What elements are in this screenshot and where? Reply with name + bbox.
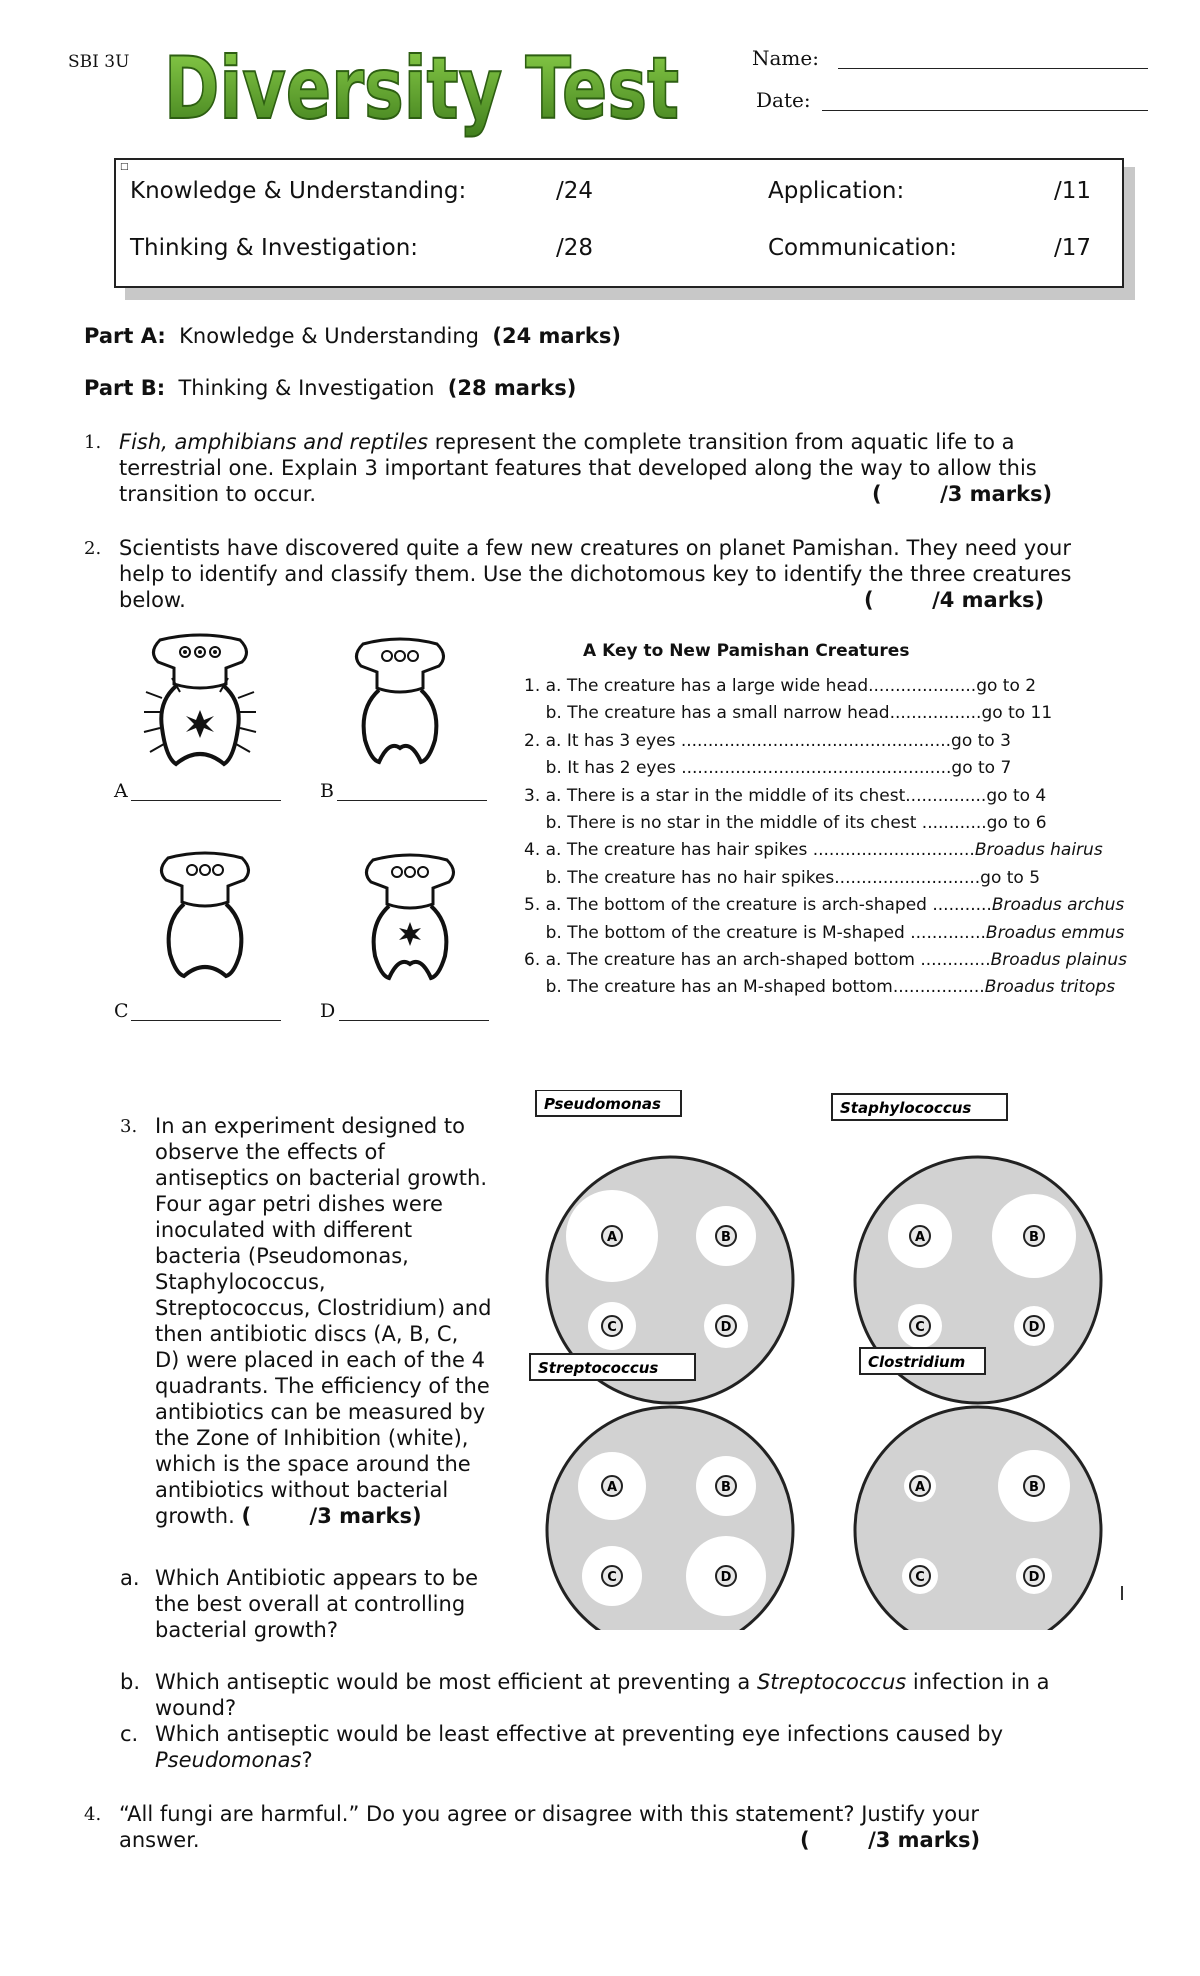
part-a-title: Knowledge & Understanding [179,324,479,348]
creature-b-answer[interactable] [337,800,487,801]
disc-label: B [1029,1230,1039,1245]
key-line-lead: b. There is no star in the middle of its chest ............ [524,813,987,834]
creature-d-answer[interactable] [339,1020,489,1021]
q3-line: antibiotics without bacterial [155,1478,449,1502]
key-line-lead: b. The creature has a small narrow head................. [524,703,982,724]
q3a-letter: a. [120,1566,140,1590]
q3b-line2: wound? [155,1696,237,1720]
q3-text [155,1113,515,1529]
creature-b-label: B [320,780,334,802]
q3-line: then antibiotic discs (A, B, C, [155,1322,459,1346]
q3a-line: Which Antibiotic appears to be [155,1566,479,1590]
q3-line: Staphylococcus, [155,1270,326,1294]
key-line-lead: b. It has 2 eyes .................................................. [524,758,952,779]
ti-label: Thinking & Investigation: [130,235,419,261]
q3-line: In an experiment designed to [155,1114,465,1138]
key-title: A Key to New Pamishan Creatures [583,641,910,661]
q3-line: bacteria (Pseudomonas, [155,1244,409,1268]
title-text: Diversity Test [164,39,679,139]
agar-plate [855,1407,1101,1630]
creature-d-figure [355,852,465,982]
q2-line3: below. [119,588,186,612]
dish-label: Pseudomonas [544,1095,661,1113]
name-label: Name: [752,46,819,70]
q3-lines [155,1113,515,1503]
q3-marks: ( /3 marks) [241,1504,422,1528]
q3-line: the Zone of Inhibition (white), [155,1426,469,1450]
q3-line: antiseptics on bacterial growth. [155,1166,487,1190]
q2-number: 2. [84,538,102,559]
disc-label: C [607,1570,617,1585]
key-line [524,837,1127,864]
key-line-lead: b. The creature has no hair spikes........................... [524,867,981,888]
key-line-result: go to 3 [951,730,1011,751]
q3-line: observe the effects of [155,1140,385,1164]
ti-marks: /28 [556,235,594,261]
key-line-lead: 6. a. The creature has an arch-shaped bottom ............. [524,950,991,971]
q3b-pre: Which antiseptic would be most efficient at preventing a [155,1670,757,1694]
q3-line: Streptococcus, Clostridium) and [155,1296,492,1320]
test-title [160,30,690,154]
q1-line3: transition to occur. [119,482,317,506]
key-line [524,700,1127,727]
disc-label: C [607,1320,617,1335]
q4-marks: ( /3 marks) [800,1828,981,1852]
part-b-heading [84,376,576,400]
key-line-result: Broadus archus [991,895,1125,916]
date-label: Date: [756,88,811,112]
dish-label: Staphylococcus [840,1099,972,1117]
creature-d-label: D [320,1000,336,1022]
part-b-label: Part B: [84,376,166,400]
disc-label: B [721,1480,731,1495]
q3-line: Four agar petri dishes were [155,1192,443,1216]
key-line [524,920,1127,947]
ku-marks: /24 [556,178,594,204]
q4-number: 4. [84,1804,102,1825]
q3b-text [155,1669,1145,1721]
q3-line: antibiotics can be measured by [155,1400,486,1424]
q1-italic: Fish, amphibians and reptiles [119,430,429,454]
key-line [524,783,1127,810]
q3a-line: bacterial growth? [155,1618,338,1642]
q3-line: D) were placed in each of the 4 [155,1348,485,1372]
key-line [524,755,1127,782]
part-a-label: Part A: [84,324,166,348]
q3b-italic: Streptococcus [756,1670,907,1694]
disc-label: C [915,1570,925,1585]
disc-label: C [915,1320,925,1335]
ku-label: Knowledge & Understanding: [130,178,467,204]
disc-label: D [720,1320,732,1335]
creature-a-answer[interactable] [131,800,281,801]
disc-label: A [914,1480,926,1495]
q3-line: quadrants. The efficiency of the [155,1374,490,1398]
key-line-result: go to 2 [976,676,1037,696]
app-marks: /11 [1054,178,1092,204]
key-line-result: go to 4 [986,785,1047,806]
disc-label: D [720,1570,732,1585]
key-line [524,947,1127,974]
creature-b-figure [345,636,455,766]
creature-a-label: A [114,780,128,802]
key-line-result: Broadus plainus [990,950,1127,971]
q3-line: inoculated with different [155,1218,413,1242]
petri-dishes-figure [520,1090,1140,1630]
q2-line1: Scientists have discovered quite a few new creatures on planet Pamishan. They need your [119,536,1071,560]
key-line-lead: 1. a. The creature has a large wide head.................... [524,676,977,696]
q1-marks: ( /3 marks) [872,482,1053,506]
key-line-lead: 3. a. There is a star in the middle of its chest............... [524,785,987,806]
q3c-post: ? [301,1748,313,1772]
q3a-line: the best overall at controlling [155,1592,466,1616]
part-b-title: Thinking & Investigation [178,376,435,400]
key-line-result: Broadus tritops [984,977,1116,998]
part-b-marks: (28 marks) [447,376,577,400]
comm-label: Communication: [768,235,958,261]
disc-label: D [1028,1320,1040,1335]
key-line-result: Broadus hairus [974,840,1103,861]
app-label: Application: [768,178,905,204]
key-line-result: go to 7 [951,758,1012,779]
q3c-text [155,1721,1145,1773]
disc-label: D [1028,1570,1040,1585]
key-line-lead: 5. a. The bottom of the creature is arch-shaped ........... [524,895,992,916]
q4-line1: “All fungi are harmful.” Do you agree or disagree with this statement? Justify your [119,1802,980,1826]
q3-line: which is the space around the [155,1452,471,1476]
key-line [524,974,1127,1001]
key-line [524,810,1127,837]
box-marker-icon: □ [120,162,129,172]
part-a-heading [84,324,621,348]
creature-c-answer[interactable] [131,1020,281,1021]
q3-number: 3. [120,1116,138,1137]
key-line [524,728,1127,755]
q3c-letter: c. [120,1722,139,1746]
key-line [524,892,1127,919]
q1-number: 1. [84,432,102,453]
q3b-letter: b. [120,1670,141,1694]
date-field[interactable] [822,110,1148,111]
course-code: SBI 3U [68,52,130,72]
dish-label: Streptococcus [538,1359,659,1377]
key-list [524,673,1127,1002]
disc-label: B [721,1230,731,1245]
creature-c-figure [150,850,260,980]
key-line-lead: b. The bottom of the creature is M-shaped .............. [524,922,986,943]
title-graphic [160,30,690,150]
q3b-post: infection in a [906,1670,1050,1694]
key-line [524,673,1127,700]
disc-label: A [606,1230,618,1245]
q3c-italic: Pseudomonas [155,1748,302,1772]
disc-label: B [1029,1480,1039,1495]
disc-label: A [606,1480,618,1495]
dish-label: Clostridium [868,1353,966,1371]
margin-mark [1121,1586,1123,1600]
key-line-result: go to 6 [986,813,1047,834]
disc-label: A [914,1230,926,1245]
key-line-lead: 2. a. It has 3 eyes .................................................. [524,730,952,751]
q3c-line1: Which antiseptic would be least effective at preventing eye infections caused by [155,1722,1004,1746]
key-line [524,865,1127,892]
marks-box [114,158,1124,288]
comm-marks: /17 [1054,235,1092,261]
key-line-result: go to 11 [981,703,1053,724]
key-line-lead: b. The creature has an M-shaped bottom................. [524,977,985,998]
part-a-marks: (24 marks) [492,324,621,348]
q2-marks: ( /4 marks) [864,588,1045,612]
key-line-lead: 4. a. The creature has hair spikes .............................. [524,840,975,861]
q3a-text [155,1565,515,1643]
creature-c-label: C [114,1000,129,1022]
key-line-result: go to 5 [980,867,1041,888]
key-line-result: Broadus emmus [985,922,1125,943]
q2-line2: help to identify and classify them. Use the dichotomous key to identify the three creatures [119,562,1072,586]
name-field[interactable] [838,68,1148,69]
creature-a-figure [140,632,260,768]
q1-line1: represent the complete transition from aquatic life to a [428,430,1015,454]
q1-line2: terrestrial one. Explain 3 important features that developed along the way to allow this [119,456,1037,480]
q4-line2: answer. [119,1828,200,1852]
q3-last-line: growth. [155,1504,235,1528]
